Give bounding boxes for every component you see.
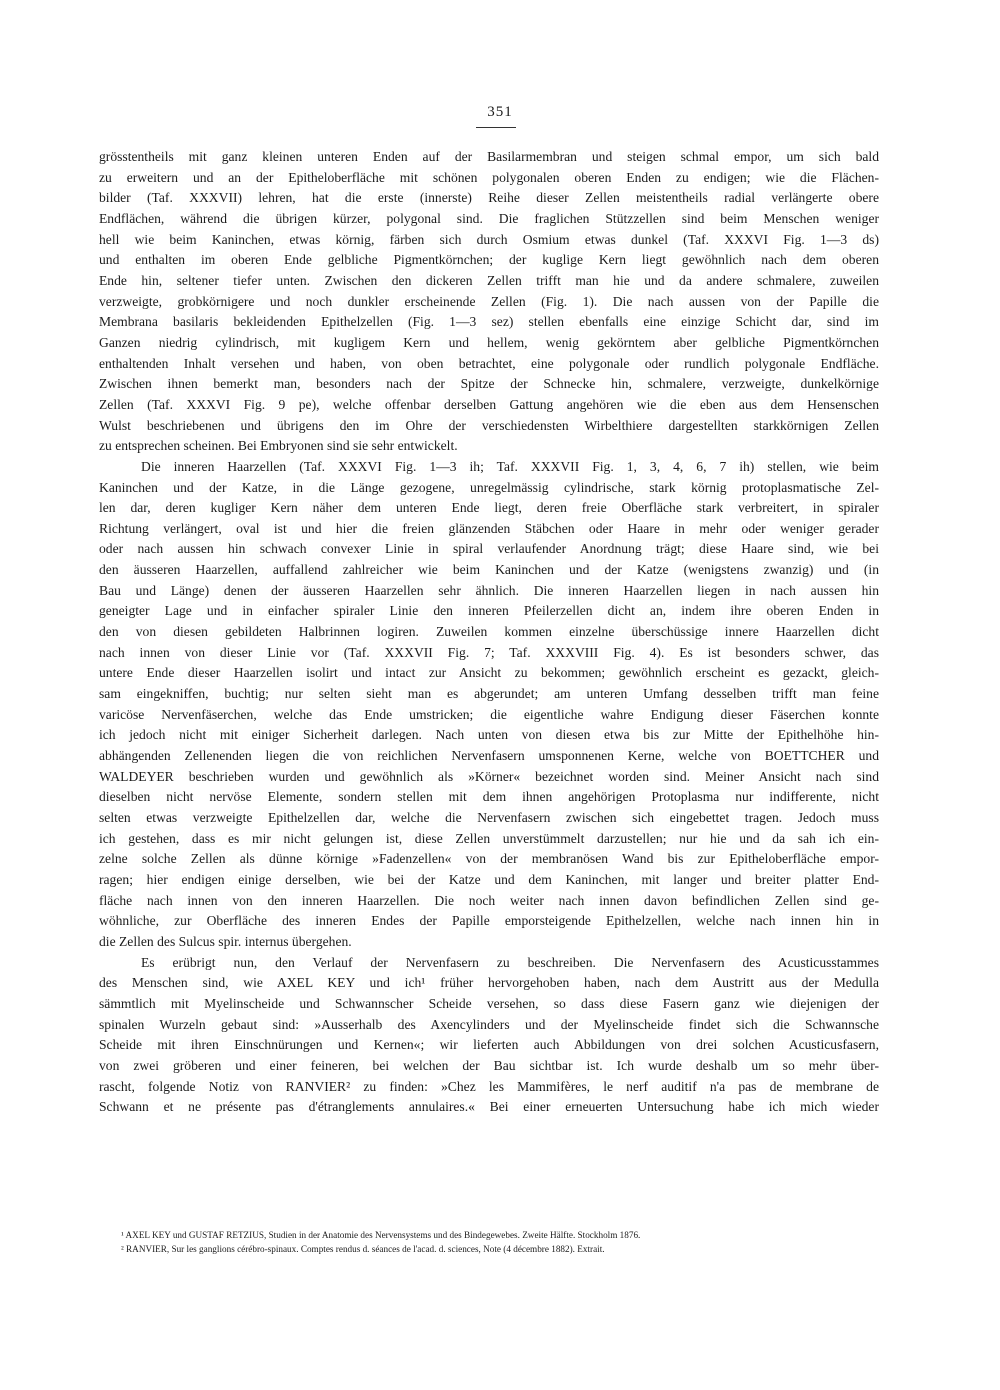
- text-line: und enthalten im oberen Ende gelbliche Pigmentkörnchen; der kuglige Kern liegt gewöhnlich nach dem oberen: [99, 252, 879, 268]
- text-line: Wulst beschriebenen und übrigens den im Ohre der verschiedensten Wirbelthiere dargestellten starkkörnigen Zellen: [99, 417, 879, 433]
- text-line: fläche nach innen von den inneren Haarzellen. Die noch weiter nach innen davon befindlichen Zellen sind ge-: [99, 892, 879, 908]
- text-line: verzweigte, grobkörnigere und noch dunkler erscheinende Zellen (Fig. 1). Die nach aussen von der Papille die: [99, 293, 879, 309]
- paragraph-2: [99, 457, 879, 953]
- text-line: Scheide mit ihren Einschnürungen und Kernen«; wir lieferten auch Abbildungen von drei solchen Acusticusfasern,: [99, 1037, 879, 1053]
- text-line: zu erweitern und an der Epitheloberfläche mit schönen polygonalen oberen Enden zu endigen; wie die Flächen-: [99, 169, 879, 185]
- text-line: WALDEYER beschrieben wurden und gewöhnlich als »Körner« bezeichnet worden sind. Meiner Ansicht nach sind: [99, 768, 879, 784]
- text-line: abhängenden Zellenenden liegen die von reichlichen Nervenfasern umsponnenen Kerne, welche von BOETTCHER und: [99, 748, 879, 764]
- page-number: 351: [487, 104, 513, 120]
- text-line: ich jedoch nicht mit einiger Sicherheit darlegen. Nach unten von diesen etwa bis zur Mitte der Epithelhöhe hin-: [99, 727, 879, 743]
- text-line: dieselben nicht nervöse Elemente, sondern stellen mit dem ihnen angehörigen Protoplasma nur indifferente, nicht: [99, 789, 879, 805]
- text-line: untere Ende dieser Haarzellen isolirt und intact zur Ansicht zu bekommen; gewöhnlich erscheint es gezackt, gleich-: [99, 665, 879, 681]
- text-line: den äusseren Haarzellen, auffallend zahlreicher wie beim Kaninchen und der Katze (wenigstens zwanzig) und (in: [99, 562, 879, 578]
- text-line: enthaltenden Inhalt versehen und haben, von oben betrachtet, eine polygonale oder rundlich polygonale Endfläche.: [99, 355, 879, 371]
- text-line: des Menschen sind, wie AXEL KEY und ich¹ früher hervorgehoben haben, nach dem Austritt aus der Medulla: [99, 975, 879, 991]
- text-line: ich gestehen, dass es mir nicht gelungen ist, diese Zellen unverstümmelt darzustellen; nur hie und da sah ich ein-: [99, 830, 879, 846]
- text-line: varicöse Nervenfäserchen, welche das Ende umstricken; die eigentliche wahre Endigung dieser Fäserchen konnte: [99, 706, 879, 722]
- text-line: sämmtlich mit Myelinscheide und Schwannscher Scheide versehen, so dass diese Fasern ganz wie diejenigen der: [99, 995, 879, 1011]
- text-line: Ganzen niedrig cylindrisch, mit kugligem Kern und hellem, wenig gekörntem aber gelbliche Pigmentkörnchen: [99, 334, 879, 350]
- text-line: geneigter Lage und in einfacher spiraler Linie den inneren Pfeilerzellen dicht an, indem ihre oberen Enden in: [99, 603, 879, 619]
- text-line: Kaninchen und der Katze, in die Länge gezogene, unregelmässig cylindrische, stark körnig protoplasmatische Zel-: [99, 479, 879, 495]
- text-line: Richtung verlängert, oval ist und hier die freien glänzenden Stäbchen oder Haare in mehr oder weniger gerader: [99, 520, 879, 536]
- page-number-rule: [476, 127, 516, 128]
- text-line: oder nach aussen hin schwach convexer Linie in spiral verlaufender Anordnung trägt; diese Haare sind, wie bei: [99, 541, 879, 557]
- text-line: hell wie beim Kaninchen, etwas körnig, färben sich durch Osmium etwas dunkel (Taf. XXXVI Fig. 1—3 ds): [99, 231, 879, 247]
- text-line: Zellen (Taf. XXXVI Fig. 9 pe), welche offenbar derselben Gattung angehören wie die eben aus dem Hensenschen: [99, 396, 879, 412]
- text-line: Es erübrigt nun, den Verlauf der Nervenfasern zu beschreiben. Die Nervenfasern des Acusticusstammes: [141, 954, 879, 970]
- text-line: von zwei gröberen und einer feineren, bei welchen der Bau sichtbar ist. Ich wurde deshalb um so mehr über-: [99, 1057, 879, 1073]
- text-line: len dar, deren kugliger Kern näher dem unteren Ende liegt, deren freie Oberfläche stark verbreitert, in spiraler: [99, 500, 879, 516]
- body-text: [99, 147, 879, 1118]
- text-line: zelne solche Zellen als dünne körnige »Fadenzellen« von der membranösen Wand bis zur Epitheloberfläche empor-: [99, 851, 879, 867]
- text-line: wöhnliche, zur Oberfläche des inneren Endes der Papille emporsteigende Epithelzellen, welche nach innen hin in: [99, 913, 879, 929]
- paragraph-1: [99, 147, 879, 457]
- text-line: Ende hin, seltener tiefer unten. Zwischen den dickeren Zellen trifft man hie und da andere schmalere, zuweilen: [99, 272, 879, 288]
- footnote-1: ¹ AXEL KEY und GUSTAF RETZIUS, Studien in der Anatomie des Nervensystems und des Bindegewebes. Zweite Hälfte. Stockholm 1876.: [121, 1230, 641, 1240]
- text-line: Zwischen ihnen bemerkt man, besonders nach der Spitze der Schnecke hin, schmalere, verzweigte, dunkelkörnige: [99, 376, 879, 392]
- text-line: grösstentheils mit ganz kleinen unteren Enden auf der Basilarmembran und steigen schmal empor, um sich bald: [99, 149, 879, 164]
- text-line: die Zellen des Sulcus spir. internus übergehen.: [99, 933, 352, 949]
- text-line: zu entsprechen scheinen. Bei Embryonen sind sie sehr entwickelt.: [99, 438, 458, 454]
- text-line: Endflächen, während die übrigen kürzer, polygonal sind. Die fraglichen Stützzellen sind beim Menschen weniger: [99, 210, 879, 226]
- text-line: ragen; hier endigen einige derselben, wie bei der Katze und dem Kaninchen, mit langer und breiter platter End-: [99, 871, 879, 887]
- text-line: spinalen Wurzeln gebaut sind: »Ausserhalb des Axencylinders und der Myelinscheide findet sich die Schwannsche: [99, 1016, 879, 1032]
- paragraph-3: [99, 953, 879, 1118]
- text-line: rascht, folgende Notiz von RANVIER² zu finden: »Chez les Mammifères, le nerf auditif n'a pas de membrane de: [99, 1078, 879, 1094]
- text-line: den von diesen gebildeten Halbrinnen logiren. Zuweilen kommen einzelne überschüssige innere Haarzellen dicht: [99, 624, 879, 640]
- text-line: selten etwas verzweigte Epithelzellen dar, welche die Nervenfasern zwischen sich eingebettet tragen. Jedoch muss: [99, 810, 879, 825]
- text-line: nach innen von dieser Linie vor (Taf. XXXVII Fig. 7; Taf. XXXVIII Fig. 4). Es ist besonders schwer, das: [99, 644, 879, 660]
- footnote-2: ² RANVIER, Sur les ganglions cérébro-spinaux. Comptes rendus d. séances de l'acad. d. sciences, Note (4 décembre 1882). Extrait.: [121, 1244, 605, 1254]
- text-line: bilder (Taf. XXXVII) lehren, hat die erste (innerste) Reihe dieser Zellen meistentheils radial verlängerte obere: [99, 190, 879, 206]
- text-line: Schwann et ne présente pas d'étranglements annulaires.« Bei einer erneuerten Untersuchung habe ich mich wieder: [99, 1099, 879, 1115]
- text-line: Die inneren Haarzellen (Taf. XXXVI Fig. 1—3 ih; Taf. XXXVII Fig. 1, 3, 4, 6, 7 ih) stellen, wie beim: [141, 458, 879, 474]
- text-line: Bau und Länge) denen der äusseren Haarzellen sehr ähnlich. Die inneren Haarzellen liegen in nach aussen hin: [99, 582, 879, 598]
- text-line: sam eingekniffen, buchtig; nur selten sieht man es abgerundet; am unteren Umfang desselben trifft man feine: [99, 686, 879, 702]
- text-line: Membrana basilaris bekleidenden Epithelzellen (Fig. 1—3 sez) stellen ebenfalls eine einzige Schicht dar, sind im: [99, 314, 879, 330]
- footnotes: [121, 1228, 821, 1256]
